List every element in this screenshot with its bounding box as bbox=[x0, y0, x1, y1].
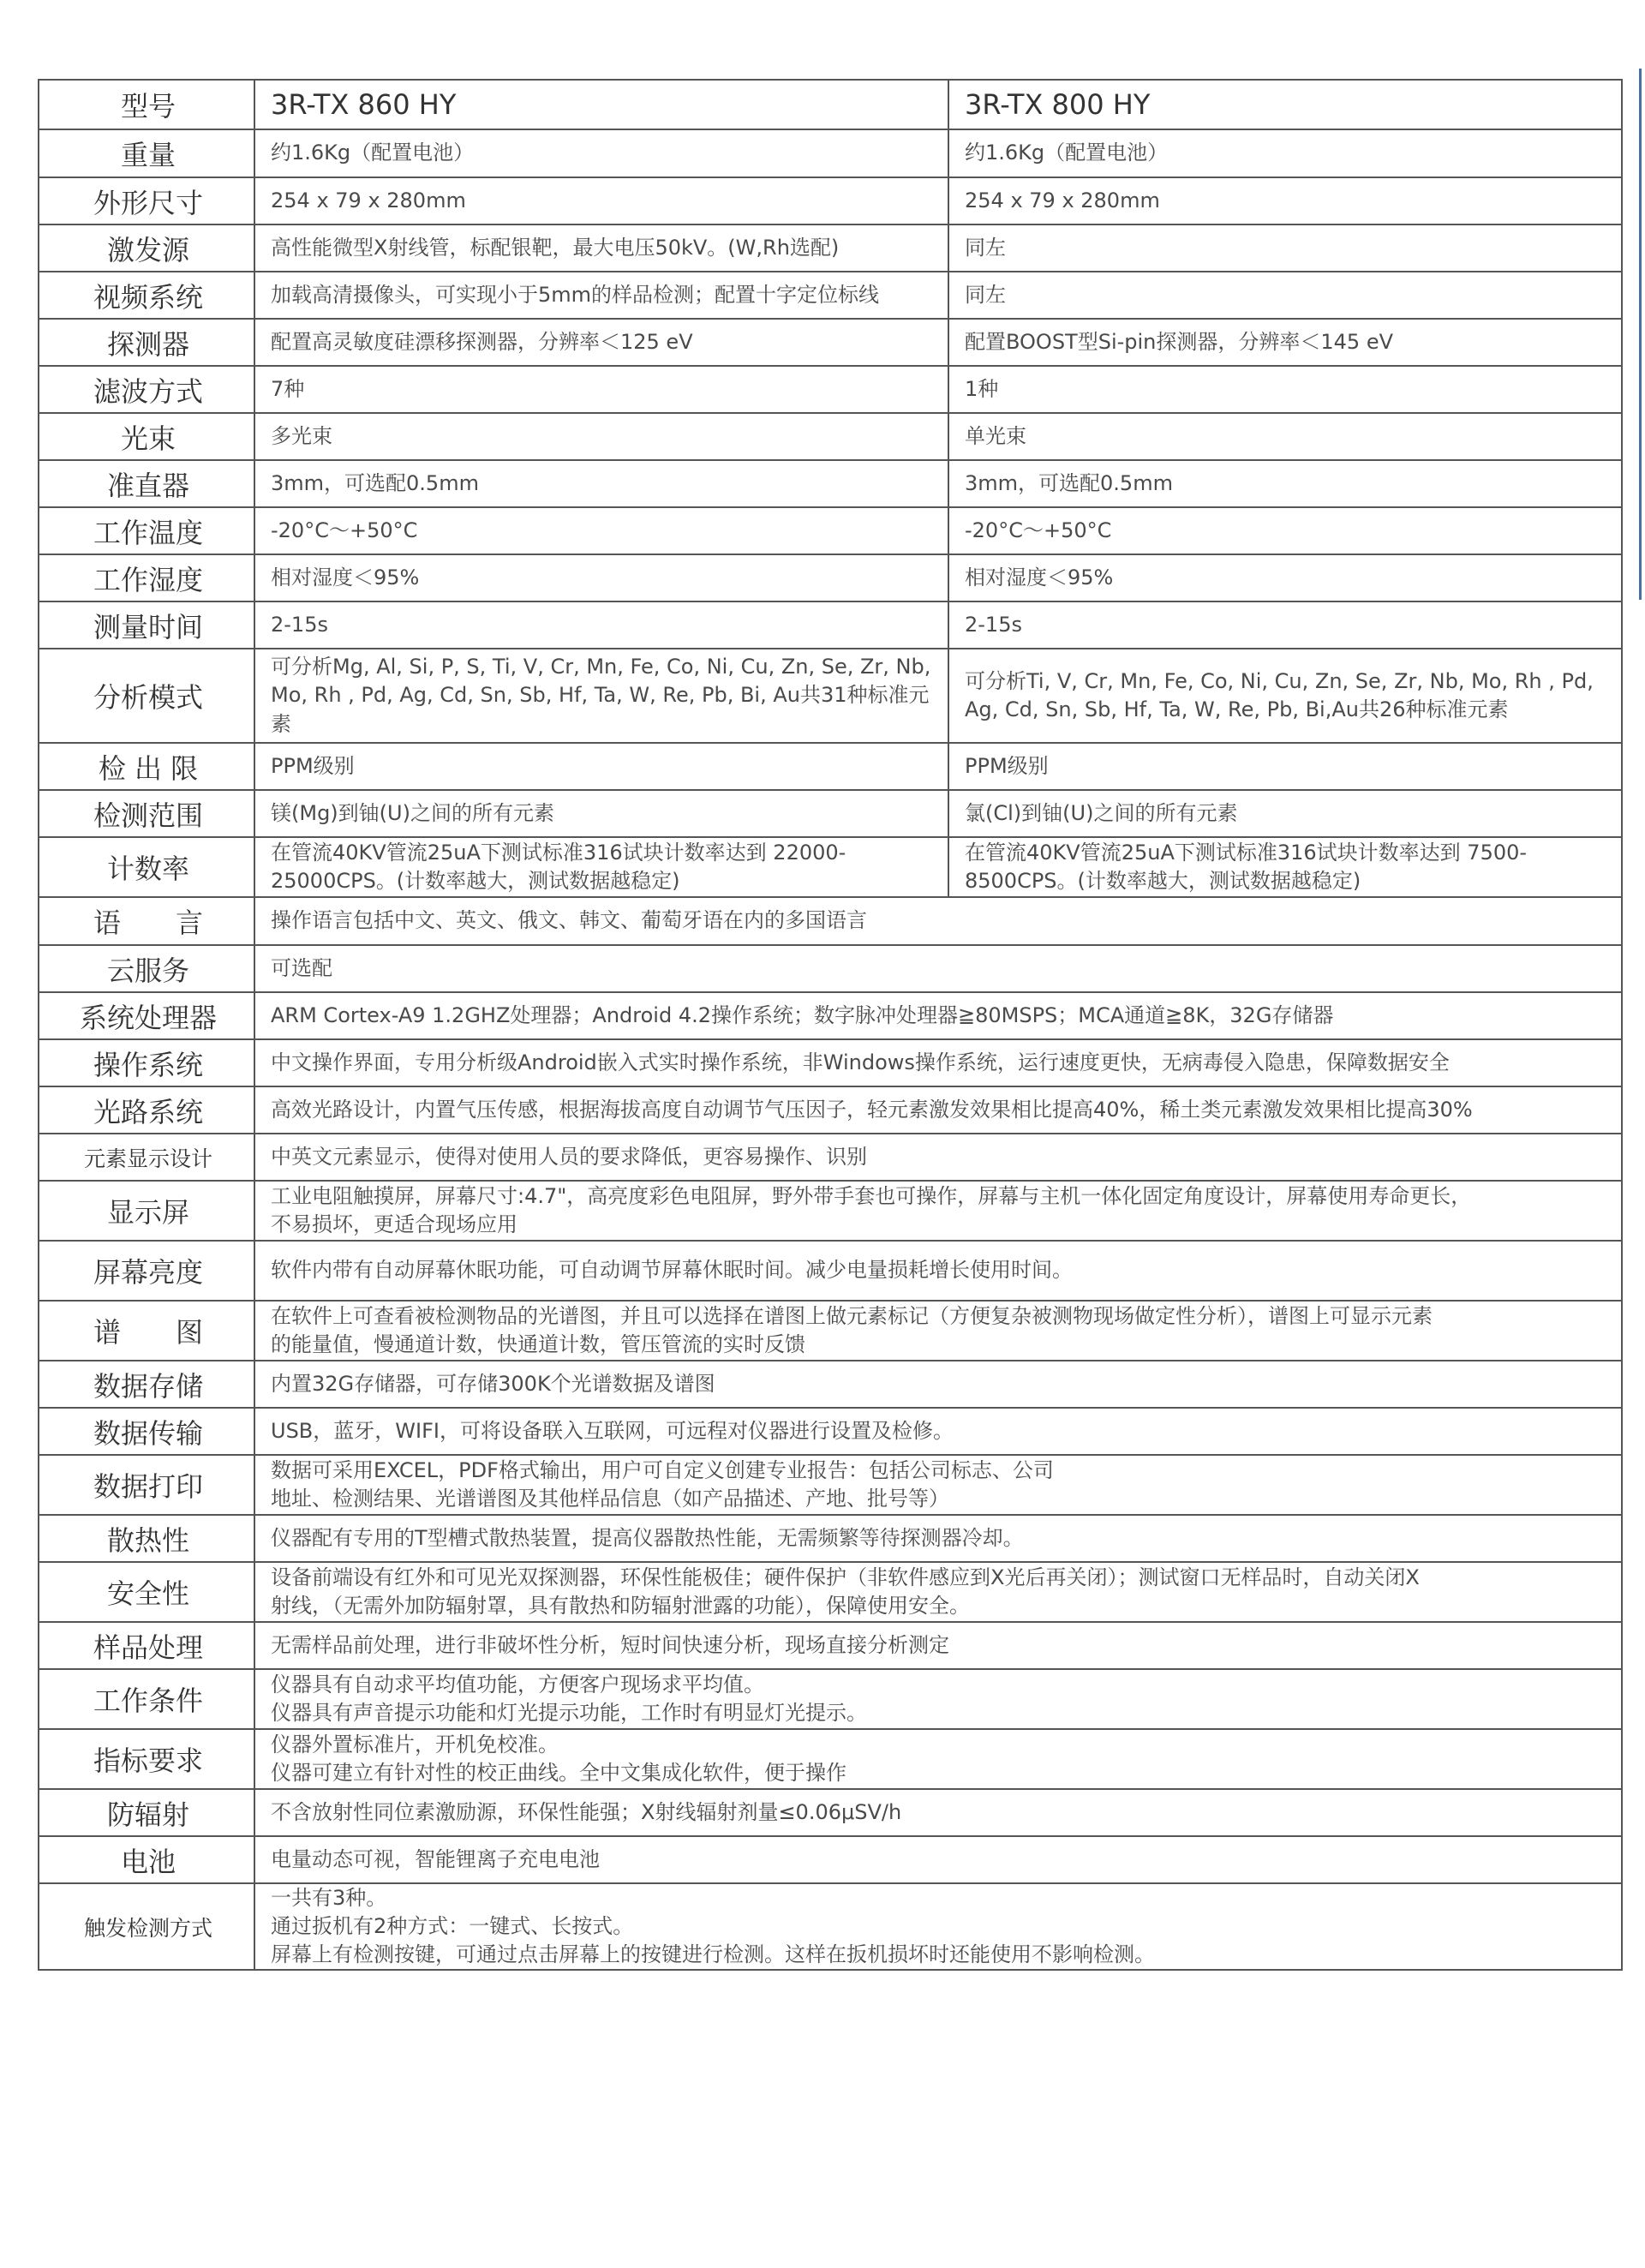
model-a-name: 3R-TX 860 HY bbox=[254, 80, 948, 129]
spec-row bbox=[39, 1789, 1622, 1836]
header-label: 型号 bbox=[39, 80, 254, 129]
spec-row bbox=[39, 1622, 1622, 1669]
model-b-value: 约1.6Kg（配置电池） bbox=[948, 129, 1622, 177]
spec-row bbox=[39, 554, 1622, 601]
shared-value bbox=[254, 1455, 1622, 1515]
spec-row bbox=[39, 1361, 1622, 1408]
row-label: 安全性 bbox=[39, 1562, 254, 1622]
value-line: 在软件上可查看被检测物品的光谱图，并且可以选择在谱图上做元素标记（方便复杂被测物现场做定性分析），谱图上可显示元素 bbox=[271, 1303, 1433, 1328]
model-a-value: 约1.6Kg（配置电池） bbox=[254, 129, 948, 177]
shared-value bbox=[254, 1301, 1622, 1361]
model-b-value: -20°C～+50°C bbox=[948, 507, 1622, 554]
model-b-value: 3mm，可选配0.5mm bbox=[948, 460, 1622, 507]
model-b-value: 在管流40KV管流25uA下测试标准316试块计数率达到 7500-8500CPS。(计数率越大，测试数据越稳定) bbox=[948, 837, 1622, 897]
model-a-value: PPM级别 bbox=[254, 743, 948, 790]
value-line: 仪器外置标准片，开机免校准。 bbox=[271, 1732, 559, 1756]
model-b-value: 254 x 79 x 280mm bbox=[948, 177, 1622, 224]
value-line: 设备前端设有红外和可见光双探测器，环保性能极佳；硬件保护（非软件感应到X光后再关闭）；测试窗口无样品时，自动关闭X bbox=[271, 1565, 1420, 1589]
spec-table bbox=[38, 79, 1623, 1971]
model-a-value: 配置高灵敏度硅漂移探测器，分辨率＜125 eV bbox=[254, 319, 948, 366]
model-b-value: 相对湿度＜95% bbox=[948, 554, 1622, 601]
value-line: 内置32G存储器，可存储300K个光谱数据及谱图 bbox=[271, 1371, 715, 1396]
value-line: 中英文元素显示，使得对使用人员的要求降低，更容易操作、识别 bbox=[271, 1144, 867, 1169]
shared-value bbox=[254, 1408, 1622, 1455]
model-a-value: 高性能微型X射线管，标配银靶，最大电压50kV。(W,Rh选配) bbox=[254, 224, 948, 272]
row-label: 光束 bbox=[39, 413, 254, 460]
model-b-value: 同左 bbox=[948, 272, 1622, 319]
spec-row bbox=[39, 460, 1622, 507]
spec-row bbox=[39, 1729, 1622, 1789]
shared-value bbox=[254, 1039, 1622, 1086]
spec-row bbox=[39, 897, 1622, 945]
value-line: 中文操作界面，专用分析级Android嵌入式实时操作系统，非Windows操作系统，运行速度更快，无病毒侵入隐患，保障数据安全 bbox=[271, 1050, 1450, 1074]
spec-row bbox=[39, 507, 1622, 554]
value-line: 数据可采用EXCEL，PDF格式输出，用户可自定义创建专业报告：包括公司标志、公司 bbox=[271, 1457, 1054, 1482]
row-label: 电池 bbox=[39, 1836, 254, 1883]
spec-row bbox=[39, 1241, 1622, 1301]
value-line: 地址、检测结果、光谱谱图及其他样品信息（如产品描述、产地、批号等） bbox=[271, 1487, 949, 1511]
shared-value bbox=[254, 1622, 1622, 1669]
row-label: 数据打印 bbox=[39, 1455, 254, 1515]
model-b-value: PPM级别 bbox=[948, 743, 1622, 790]
spec-row bbox=[39, 1181, 1622, 1241]
row-label: 谱 图 bbox=[39, 1301, 254, 1361]
value-line: 仪器可建立有针对性的校正曲线。全中文集成化软件，便于操作 bbox=[271, 1761, 846, 1785]
spec-row bbox=[39, 177, 1622, 224]
spec-row bbox=[39, 1134, 1622, 1181]
row-label: 视频系统 bbox=[39, 272, 254, 319]
row-label: 语 言 bbox=[39, 897, 254, 945]
row-label: 工作条件 bbox=[39, 1669, 254, 1729]
spec-row bbox=[39, 129, 1622, 177]
row-label: 计数率 bbox=[39, 837, 254, 897]
value-line: 通过扳机有2种方式：一键式、长按式。 bbox=[271, 1914, 634, 1939]
model-b-value: 氯(Cl)到铀(U)之间的所有元素 bbox=[948, 790, 1622, 837]
shared-value bbox=[254, 1836, 1622, 1883]
model-a-value: 可分析Mg, Al, Si, P, S, Ti, V, Cr, Mn, Fe, Co, Ni, Cu, Zn, Se, Zr, Nb, Mo, Rh , Pd, Ag, Cd, Sn, Sb, Hf, Ta, W, Re, Pb, Bi, Au共31种标准元素 bbox=[254, 649, 948, 743]
row-label: 光路系统 bbox=[39, 1086, 254, 1134]
model-b-value: 1种 bbox=[948, 366, 1622, 413]
shared-value bbox=[254, 1789, 1622, 1836]
model-b-value: 可分析Ti, V, Cr, Mn, Fe, Co, Ni, Cu, Zn, Se, Zr, Nb, Mo, Rh , Pd, Ag, Cd, Sn, Sb, Hf, Ta, W, Re, Pb, Bi,Au共26种标准元素 bbox=[948, 649, 1622, 743]
spec-row bbox=[39, 1408, 1622, 1455]
row-label: 操作系统 bbox=[39, 1039, 254, 1086]
row-label: 样品处理 bbox=[39, 1622, 254, 1669]
spec-table-body bbox=[39, 80, 1622, 1970]
shared-value bbox=[254, 1729, 1622, 1789]
shared-value bbox=[254, 1086, 1622, 1134]
value-line: 仪器具有自动求平均值功能，方便客户现场求平均值。 bbox=[271, 1672, 764, 1697]
spec-row bbox=[39, 224, 1622, 272]
model-a-value: 镁(Mg)到铀(U)之间的所有元素 bbox=[254, 790, 948, 837]
value-line: 软件内带有自动屏幕休眠功能，可自动调节屏幕休眠时间。减少电量损耗增长使用时间。 bbox=[271, 1258, 1073, 1283]
row-label: 显示屏 bbox=[39, 1181, 254, 1241]
model-a-value: 加载高清摄像头，可实现小于5mm的样品检测；配置十字定位标线 bbox=[254, 272, 948, 319]
header-row bbox=[39, 80, 1622, 129]
spec-row bbox=[39, 1039, 1622, 1086]
row-label: 重量 bbox=[39, 129, 254, 177]
row-label: 数据存储 bbox=[39, 1361, 254, 1408]
value-line: 工业电阻触摸屏，屏幕尺寸:4.7"，高亮度彩色电阻屏，野外带手套也可操作，屏幕与主机一体化固定角度设计，屏幕使用寿命更长， bbox=[271, 1183, 1472, 1208]
value-line: 一共有3种。 bbox=[271, 1886, 387, 1910]
shared-value bbox=[254, 1883, 1622, 1970]
model-a-value: 3mm，可选配0.5mm bbox=[254, 460, 948, 507]
value-line: 仪器配有专用的T型槽式散热装置，提高仪器散热性能，无需频繁等待探测器冷却。 bbox=[271, 1525, 1024, 1550]
spec-row bbox=[39, 1669, 1622, 1729]
value-line: 无需样品前处理，进行非破坏性分析，短时间快速分析，现场直接分析测定 bbox=[271, 1632, 949, 1657]
shared-value bbox=[254, 1562, 1622, 1622]
shared-value bbox=[254, 1241, 1622, 1301]
value-line: 的能量值，慢通道计数，快通道计数，管压管流的实时反馈 bbox=[271, 1332, 805, 1356]
model-a-value: 在管流40KV管流25uA下测试标准316试块计数率达到 22000-25000CPS。(计数率越大，测试数据越稳定) bbox=[254, 837, 948, 897]
row-label: 散热性 bbox=[39, 1515, 254, 1562]
model-b-name: 3R-TX 800 HY bbox=[948, 80, 1622, 129]
row-label: 准直器 bbox=[39, 460, 254, 507]
model-a-value: 254 x 79 x 280mm bbox=[254, 177, 948, 224]
value-line: 射线，（无需外加防辐射罩，具有散热和防辐射泄露的功能），保障使用安全。 bbox=[271, 1594, 970, 1618]
value-line: ARM Cortex-A9 1.2GHZ处理器；Android 4.2操作系统；数字脉冲处理器≧80MSPS；MCA通道≧8K，32G存储器 bbox=[271, 1002, 1334, 1027]
value-line: 可选配 bbox=[271, 955, 332, 980]
row-label: 工作湿度 bbox=[39, 554, 254, 601]
value-line: 屏幕上有检测按键，可通过点击屏幕上的按键进行检测。这样在扳机损坏时还能使用不影响检测。 bbox=[271, 1942, 1155, 1967]
shared-value bbox=[254, 945, 1622, 992]
shared-value bbox=[254, 1134, 1622, 1181]
model-b-value: 单光束 bbox=[948, 413, 1622, 460]
row-label: 防辐射 bbox=[39, 1789, 254, 1836]
row-label: 激发源 bbox=[39, 224, 254, 272]
shared-value bbox=[254, 1515, 1622, 1562]
row-label: 云服务 bbox=[39, 945, 254, 992]
spec-row bbox=[39, 649, 1622, 743]
shared-value bbox=[254, 1361, 1622, 1408]
row-label: 屏幕亮度 bbox=[39, 1241, 254, 1301]
spec-row bbox=[39, 1883, 1622, 1970]
value-line: 仪器具有声音提示功能和灯光提示功能，工作时有明显灯光提示。 bbox=[271, 1701, 867, 1725]
spec-row bbox=[39, 1455, 1622, 1515]
value-line: 电量动态可视，智能锂离子充电电池 bbox=[271, 1846, 600, 1871]
spec-row bbox=[39, 1301, 1622, 1361]
shared-value bbox=[254, 1181, 1622, 1241]
spec-row bbox=[39, 601, 1622, 649]
edge-marker bbox=[1639, 69, 1642, 600]
value-line: 不易损坏，更适合现场应用 bbox=[271, 1212, 517, 1236]
spec-row bbox=[39, 743, 1622, 790]
row-label: 元素显示设计 bbox=[39, 1134, 254, 1181]
row-label: 外形尺寸 bbox=[39, 177, 254, 224]
spec-row bbox=[39, 319, 1622, 366]
model-a-value: -20°C～+50°C bbox=[254, 507, 948, 554]
shared-value bbox=[254, 897, 1622, 945]
row-label: 触发检测方式 bbox=[39, 1883, 254, 1970]
row-label: 检测范围 bbox=[39, 790, 254, 837]
spec-row bbox=[39, 1562, 1622, 1622]
row-label: 探测器 bbox=[39, 319, 254, 366]
value-line: 操作语言包括中文、英文、俄文、韩文、葡萄牙语在内的多国语言 bbox=[271, 908, 867, 933]
row-label: 检 出 限 bbox=[39, 743, 254, 790]
row-label: 测量时间 bbox=[39, 601, 254, 649]
spec-row bbox=[39, 992, 1622, 1039]
spec-row bbox=[39, 1515, 1622, 1562]
spec-row bbox=[39, 366, 1622, 413]
model-a-value: 多光束 bbox=[254, 413, 948, 460]
spec-row bbox=[39, 272, 1622, 319]
row-label: 分析模式 bbox=[39, 649, 254, 743]
value-line: 高效光路设计，内置气压传感，根据海拔高度自动调节气压因子，轻元素激发效果相比提高40%，稀土类元素激发效果相比提高30% bbox=[271, 1097, 1473, 1122]
model-a-value: 2-15s bbox=[254, 601, 948, 649]
model-b-value: 同左 bbox=[948, 224, 1622, 272]
spec-row bbox=[39, 413, 1622, 460]
model-b-value: 配置BOOST型Si-pin探测器，分辨率＜145 eV bbox=[948, 319, 1622, 366]
row-label: 滤波方式 bbox=[39, 366, 254, 413]
shared-value bbox=[254, 1669, 1622, 1729]
row-label: 数据传输 bbox=[39, 1408, 254, 1455]
spec-row bbox=[39, 837, 1622, 897]
model-b-value: 2-15s bbox=[948, 601, 1622, 649]
row-label: 工作温度 bbox=[39, 507, 254, 554]
row-label: 指标要求 bbox=[39, 1729, 254, 1789]
shared-value bbox=[254, 992, 1622, 1039]
row-label: 系统处理器 bbox=[39, 992, 254, 1039]
model-a-value: 相对湿度＜95% bbox=[254, 554, 948, 601]
spec-row bbox=[39, 790, 1622, 837]
spec-row bbox=[39, 945, 1622, 992]
spec-row bbox=[39, 1086, 1622, 1134]
value-line: 不含放射性同位素激励源，环保性能强；X射线辐射剂量≤0.06μSV/h bbox=[271, 1799, 902, 1824]
model-a-value: 7种 bbox=[254, 366, 948, 413]
spec-row bbox=[39, 1836, 1622, 1883]
value-line: USB，蓝牙，WIFI，可将设备联入互联网，可远程对仪器进行设置及检修。 bbox=[271, 1418, 954, 1443]
